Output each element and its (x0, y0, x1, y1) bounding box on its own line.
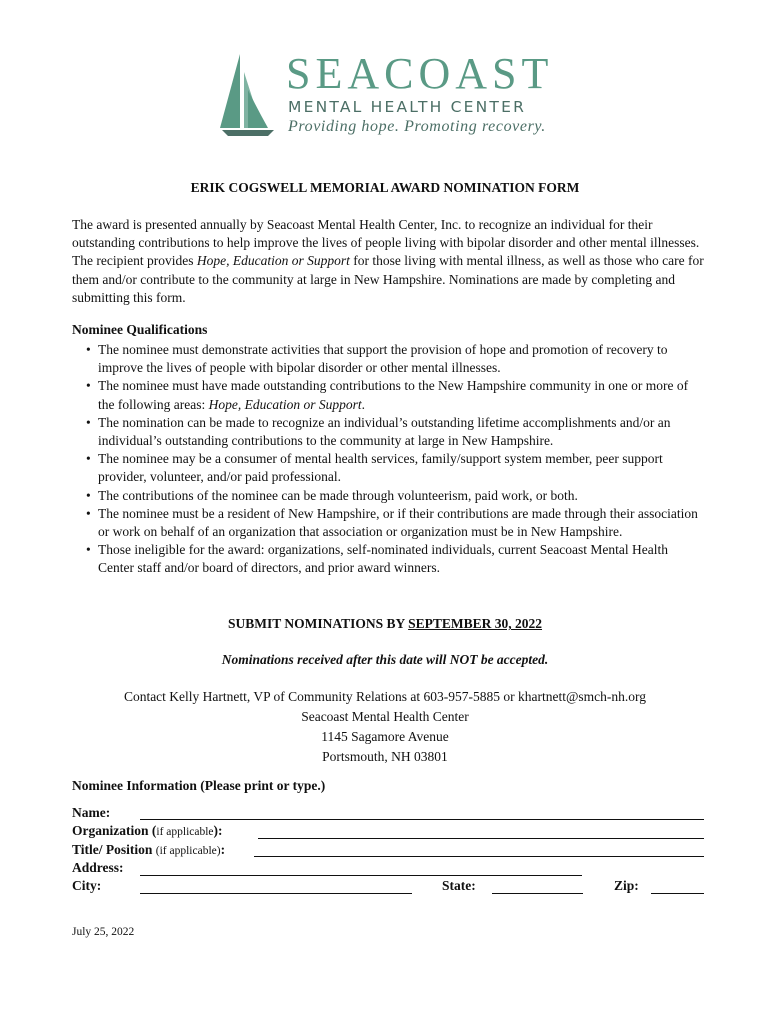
state-field[interactable] (492, 893, 583, 894)
contact-street: 1145 Sagamore Avenue (321, 729, 449, 744)
contact-city: Portsmouth, NH 03801 (322, 749, 448, 764)
qualification-item: • The nominee may be a consumer of mental health services, family/support system member, peer support provider, volunteer, and/or paid professional. (86, 451, 663, 485)
state-label: State: (442, 878, 476, 893)
bullet: • (86, 542, 91, 558)
form-title: ERIK COGSWELL MEMORIAL AWARD NOMINATION FORM (190, 180, 580, 195)
bullet: • (86, 378, 91, 394)
qualifications-list (72, 341, 704, 578)
organization-field[interactable] (258, 838, 704, 839)
nominee-info-heading: Nominee Information (Please print or type.) (72, 778, 326, 793)
submit-deadline: SUBMIT NOMINATIONS BY SEPTEMBER 30, 2022 (227, 616, 543, 631)
organization-label: Organization (if applicable): (72, 823, 223, 838)
bullet: • (86, 342, 91, 357)
intro-emphasis: Hope, Education or Support (196, 253, 350, 269)
qualification-item: • The nominee must be a resident of New Hampshire, or if their contributions are made through their association or work on behalf of an organization that association or organization must be in New Hampshire. (86, 505, 698, 540)
bullet: • (86, 505, 91, 521)
contact-block (0, 687, 770, 767)
address-field[interactable] (140, 875, 582, 876)
late-notice: Nominations received after this date will NOT be accepted. (221, 652, 549, 667)
deadline-date: SEPTEMBER 30, 2022 (408, 616, 543, 631)
bullet: • (86, 487, 91, 503)
title-position-field[interactable] (254, 856, 704, 857)
name-label: Name: (72, 805, 111, 820)
intro-text-2: for those living with mental illness, as well as those who care for them and/or contribute to the community at large in New Hampshire. Nominations are made by completing and submitting this form. (72, 253, 704, 305)
logo-name: SEACOAST (286, 49, 554, 98)
seacoast-logo (218, 50, 558, 140)
address-label: Address: (72, 860, 124, 875)
intro-text-1: The award is presented annually by Seacoast Mental Health Center, Inc. to recognize an individual for their outstanding contributions to help improve the lives of people living with bipolar disorder and other mental illnesses. The recipient provides (72, 217, 700, 269)
qualification-item: • The nominee must have made outstanding contributions to the New Hampshire community in one or more of the following areas: Hope, Education or Support. (86, 378, 689, 412)
title-position-label: Title/ Position (if applicable): (72, 842, 226, 857)
bullet: • (86, 451, 91, 467)
qualifications-heading: Nominee Qualifications (72, 322, 208, 337)
qualification-item: • The nomination can be made to recognize an individual’s outstanding lifetime accomplishments and/or an individual’s outstanding contributions to the community at large in New Hampshire. (86, 414, 671, 449)
name-field[interactable] (140, 819, 704, 820)
contact-line: Contact Kelly Hartnett, VP of Community Relations at 603-957-5885 or khartnett@smch-nh.org (123, 689, 647, 704)
qualification-item: • The contributions of the nominee can be made through volunteerism, paid work, or both. (72, 487, 704, 505)
bullet: • (86, 414, 91, 430)
footer-date: July 25, 2022 (72, 926, 135, 938)
qualification-item: • The nominee must demonstrate activities that support the provision of hope and promotion of recovery to improve the lives of people with bipolar disorder or other mental illnesses. (86, 342, 668, 376)
sailboat-icon (218, 50, 288, 140)
logo-tagline: Providing hope. Promoting recovery. (288, 118, 546, 135)
qualification-item: • Those ineligible for the award: organizations, self-nominated individuals, current Seacoast Mental Health Center staff and/or board of directors, and prior award winners. (86, 542, 668, 576)
zip-label: Zip: (614, 878, 639, 893)
city-label: City: (72, 878, 102, 893)
city-field[interactable] (140, 893, 412, 894)
contact-org: Seacoast Mental Health Center (301, 709, 469, 724)
logo-subtitle: MENTAL HEALTH CENTER (288, 98, 527, 116)
intro-paragraph (72, 216, 704, 307)
zip-field[interactable] (651, 893, 704, 894)
